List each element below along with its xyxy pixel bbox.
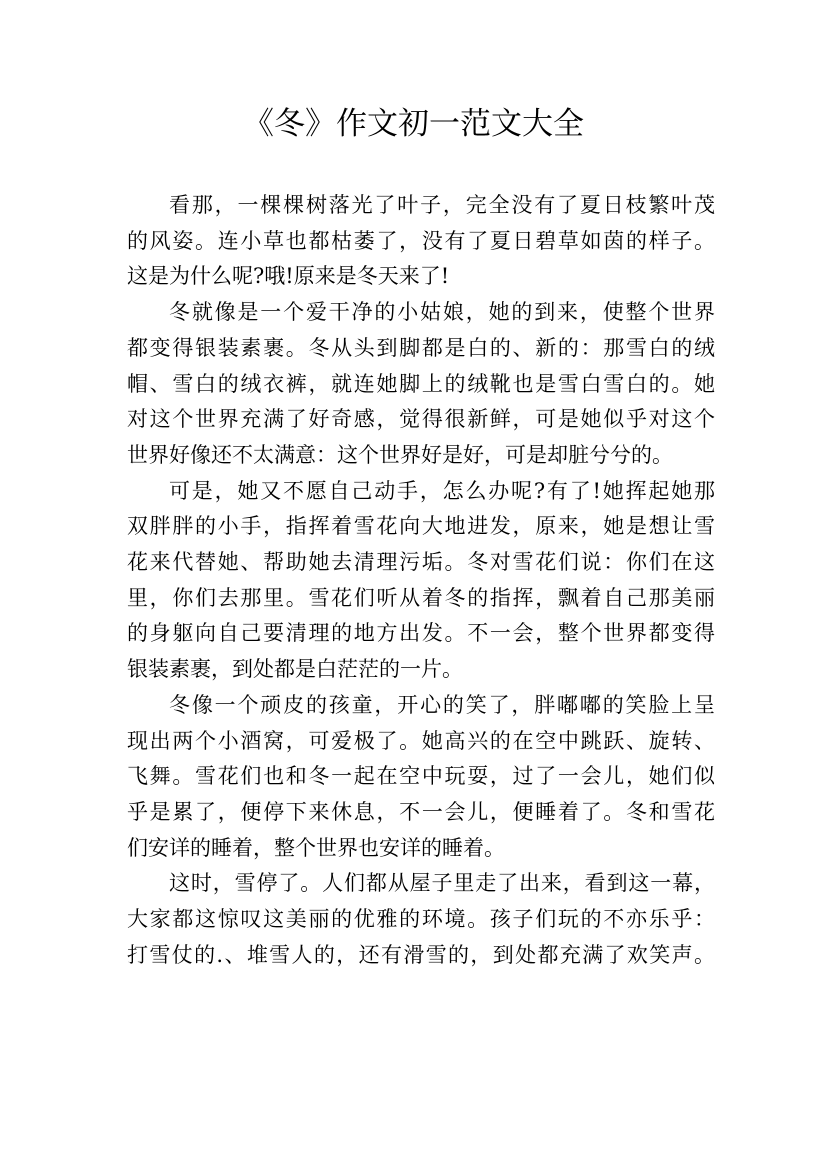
text-line: 花来代替她、帮助她去清理污垢。冬对雪花们说：你们在这 xyxy=(127,550,715,575)
text-line: 这是为什么呢?哦!原来是冬天来了! xyxy=(127,264,450,289)
text-line: 乎是累了，便停下来休息，不一会儿，便睡着了。冬和雪花 xyxy=(127,799,715,824)
paragraph xyxy=(127,295,715,474)
document-body xyxy=(127,188,715,973)
text-line: 大家都这惊叹这美丽的优雅的环境。孩子们玩的不亦乐乎： xyxy=(127,907,715,932)
text-line: 可是，她又不愿自己动手，怎么办呢?有了!她挥起她那 xyxy=(169,478,715,503)
text-line: 看那，一棵棵树落光了叶子，完全没有了夏日枝繁叶茂 xyxy=(169,193,715,217)
text-line: 银装素裹，到处都是白茫茫的一片。 xyxy=(127,657,463,682)
text-line: 帽、雪白的绒衣裤，就连她脚上的绒靴也是雪白雪白的。她 xyxy=(127,371,715,396)
text-line: 现出两个小酒窝，可爱极了。她高兴的在空中跳跃、旋转、 xyxy=(127,728,715,753)
paragraph xyxy=(127,188,715,295)
text-line: 冬像一个顽皮的孩童，开心的笑了，胖嘟嘟的笑脸上呈 xyxy=(169,692,715,717)
text-line: 双胖胖的小手，指挥着雪花向大地进发，原来，她是想让雪 xyxy=(127,514,715,539)
text-line: 世界好像还不太满意：这个世界好是好，可是却脏兮兮的。 xyxy=(127,442,673,467)
text-line: 的身躯向自己要清理的地方出发。不一会，整个世界都变得 xyxy=(127,621,715,646)
text-line: 的风姿。连小草也都枯萎了，没有了夏日碧草如茵的样子。 xyxy=(127,228,715,253)
text-line: 这时，雪停了。人们都从屋子里走了出来，看到这一幕， xyxy=(169,871,715,896)
text-line: 们安详的睡着，整个世界也安详的睡着。 xyxy=(127,835,505,860)
text-line: 都变得银装素裹。冬从头到脚都是白的、新的：那雪白的绒 xyxy=(127,335,715,360)
text-line: 里，你们去那里。雪花们听从着冬的指挥，飘着自己那美丽 xyxy=(127,585,715,610)
text-line: 对这个世界充满了好奇感，觉得很新鲜，可是她似乎对这个 xyxy=(127,407,715,432)
document-title: 《冬》作文初一范文大全 xyxy=(243,106,584,142)
text-line: 冬就像是一个爱干净的小姑娘，她的到来，使整个世界 xyxy=(169,300,715,325)
paragraph xyxy=(127,688,715,867)
text-line: 飞舞。雪花们也和冬一起在空中玩耍，过了一会儿，她们似 xyxy=(127,764,715,789)
paragraph xyxy=(127,474,715,688)
text-line: 打雪仗的.、堆雪人的，还有滑雪的，到处都充满了欢笑声。 xyxy=(127,942,715,967)
paragraph xyxy=(127,866,715,973)
